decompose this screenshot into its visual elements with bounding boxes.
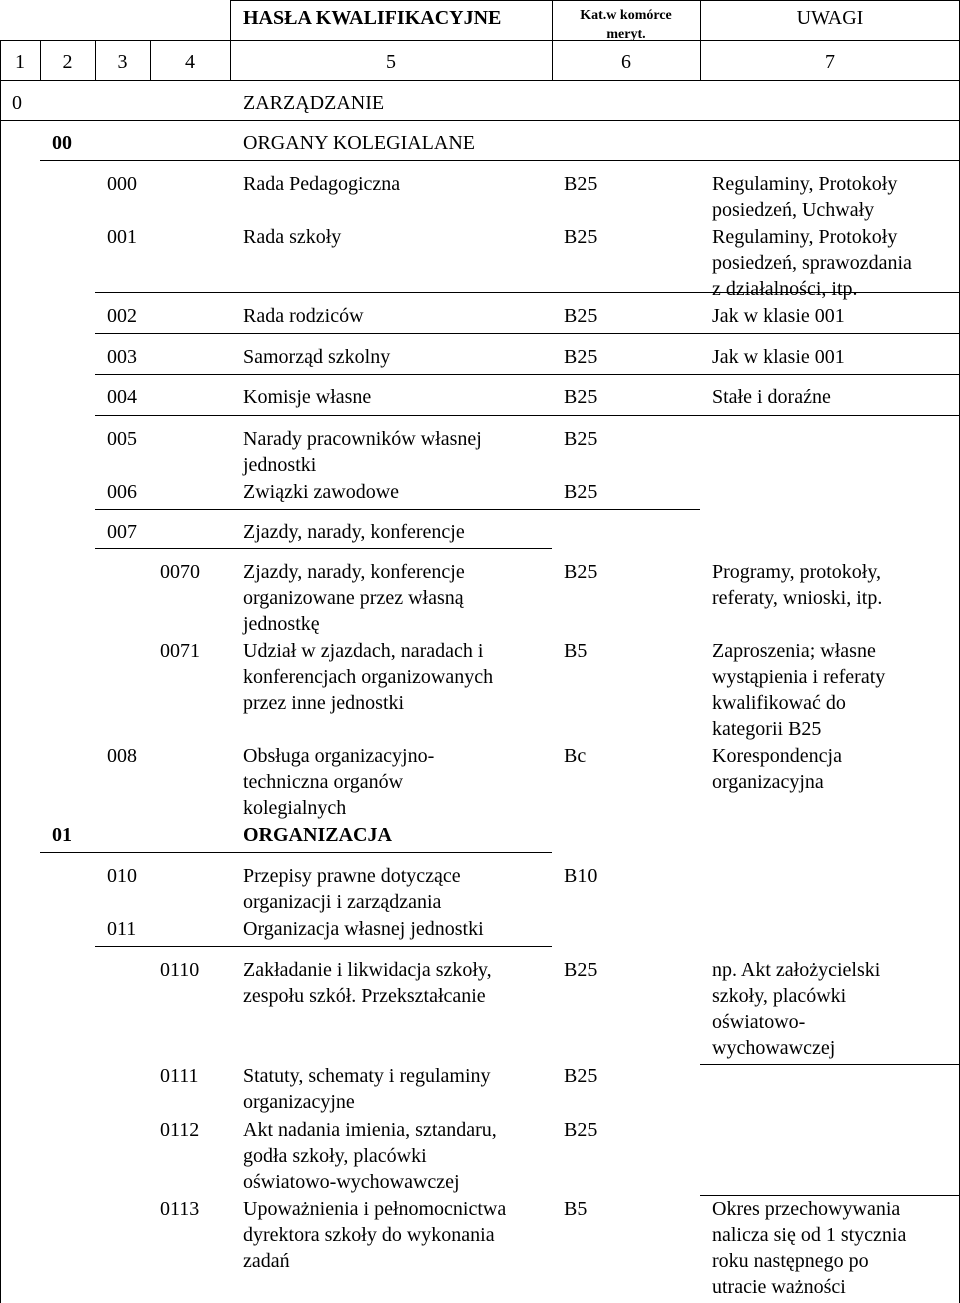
row-code: 00 <box>52 132 72 154</box>
row-code: 0111 <box>160 1065 199 1087</box>
row-notes: Programy, protokoły, referaty, wnioski, itp. <box>712 561 883 609</box>
row-name: Rada rodziców <box>243 305 364 327</box>
row-code: 004 <box>107 386 137 408</box>
row-code: 0110 <box>160 959 200 981</box>
row-name: ORGANY KOLEGIALANE <box>243 132 476 154</box>
row-code: 011 <box>107 918 137 940</box>
row-name: ORGANIZACJA <box>243 824 392 846</box>
row-code: 01 <box>52 824 72 846</box>
row-name: Rada Pedagogiczna <box>243 173 401 195</box>
header-col2-title: HASŁA KWALIFIKACYJNE <box>243 7 502 29</box>
row-category: B25 <box>564 561 598 583</box>
row-name: Zjazdy, narady, konferencje <box>243 521 465 543</box>
row-category: Bc <box>564 745 587 767</box>
row-code: 000 <box>107 173 137 195</box>
row-notes: Zaproszenia; własne wystąpienia i referaty kwalifikować do kategorii B25 <box>712 640 886 740</box>
row-code: 005 <box>107 428 137 450</box>
row-code: 0112 <box>160 1119 200 1141</box>
row-notes: Stałe i doraźne <box>712 386 831 408</box>
row-code: 0113 <box>160 1198 200 1220</box>
table-border <box>95 333 960 334</box>
table-border <box>552 40 553 80</box>
row-name: Przepisy prawne dotyczące organizacji i zarządzania <box>243 865 461 913</box>
row-notes: np. Akt założycielski szkoły, placówki oświatowo- wychowawczej <box>712 959 881 1059</box>
table-border <box>0 120 960 121</box>
row-code: 010 <box>107 865 137 887</box>
row-category: B25 <box>564 428 598 450</box>
row-code: 003 <box>107 346 137 368</box>
header-num-4: 4 <box>185 51 195 73</box>
table-border <box>40 852 552 853</box>
row-category: B25 <box>564 226 598 248</box>
row-code: 002 <box>107 305 137 327</box>
table-border <box>95 374 960 375</box>
table-border <box>150 40 151 80</box>
table-border <box>230 0 960 1</box>
row-name: Statuty, schematy i regulaminy organizacyjne <box>243 1065 491 1113</box>
row-notes: Regulaminy, Protokoły posiedzeń, Uchwały <box>712 173 898 221</box>
table-border <box>95 292 960 293</box>
header-num-5: 5 <box>386 51 396 73</box>
row-category: B25 <box>564 305 598 327</box>
table-border <box>95 946 552 947</box>
row-notes: Korespondencja organizacyjna <box>712 745 842 793</box>
row-name: Zjazdy, narady, konferencje organizowane przez własną jednostkę <box>243 561 465 635</box>
row-notes: Jak w klasie 001 <box>712 346 845 368</box>
table-border <box>700 0 701 40</box>
row-category: B25 <box>564 173 598 195</box>
row-category: B25 <box>564 386 598 408</box>
table-border <box>95 40 96 80</box>
table-border <box>95 509 700 510</box>
table-border <box>95 548 552 549</box>
row-code: 006 <box>107 481 137 503</box>
row-name: Narady pracowników własnej jednostki <box>243 428 482 476</box>
row-notes: Regulaminy, Protokoły posiedzeń, sprawozdania z działalności, itp. <box>712 226 912 300</box>
row-code: 0070 <box>160 561 200 583</box>
row-category: B25 <box>564 1119 598 1141</box>
row-category: B25 <box>564 346 598 368</box>
row-name: Organizacja własnej jednostki <box>243 918 484 940</box>
table-border <box>0 40 1 1303</box>
row-name: Samorząd szkolny <box>243 346 391 368</box>
row-category: B5 <box>564 1198 588 1220</box>
row-category: B10 <box>564 865 598 887</box>
row-name: Upoważnienia i pełnomocnictwa dyrektora szkoły do wykonania zadań <box>243 1198 507 1272</box>
row-name: Rada szkoły <box>243 226 342 248</box>
header-num-2: 2 <box>62 51 73 73</box>
row-name: Udział w zjazdach, naradach i konferencjach organizowanych przez inne jednostki <box>243 640 494 714</box>
table-border <box>40 160 960 161</box>
table-border <box>552 0 553 40</box>
row-category: B25 <box>564 481 598 503</box>
row-notes: Jak w klasie 001 <box>712 305 845 327</box>
row-notes: Okres przechowywania nalicza się od 1 stycznia roku następnego po utracie ważności <box>712 1198 907 1298</box>
header-num-7: 7 <box>825 51 835 73</box>
header-col7-title: UWAGI <box>796 7 864 29</box>
table-border <box>700 40 701 80</box>
row-name: Związki zawodowe <box>243 481 400 503</box>
row-code: 0 <box>12 92 22 114</box>
table-border <box>700 1064 960 1065</box>
table-border <box>230 40 231 80</box>
row-name: Komisje własne <box>243 386 372 408</box>
table-border <box>95 415 960 416</box>
table-border <box>230 0 231 40</box>
table-border <box>0 40 960 41</box>
table-border <box>0 80 960 81</box>
table-border <box>40 40 41 80</box>
row-code: 007 <box>107 521 137 543</box>
row-name: Zakładanie i likwidacja szkoły, zespołu szkół. Przekształcanie <box>243 959 492 1007</box>
row-category: B25 <box>564 1065 598 1087</box>
row-category: B25 <box>564 959 598 981</box>
row-name: Akt nadania imienia, sztandaru, godła szkoły, placówki oświatowo-wychowawczej <box>243 1119 497 1193</box>
header-num-6: 6 <box>621 51 631 73</box>
row-category: B5 <box>564 640 588 662</box>
row-name: Obsługa organizacyjno- techniczna organów kolegialnych <box>243 745 435 819</box>
header-num-3: 3 <box>117 51 128 73</box>
table-border <box>700 1195 960 1196</box>
row-code: 0071 <box>160 640 200 662</box>
row-code: 001 <box>107 226 137 248</box>
header-num-1: 1 <box>15 51 25 73</box>
header-col6-title: Kat.w komórce meryt. <box>580 8 672 42</box>
row-code: 008 <box>107 745 137 767</box>
row-name: ZARZĄDZANIE <box>243 92 385 114</box>
